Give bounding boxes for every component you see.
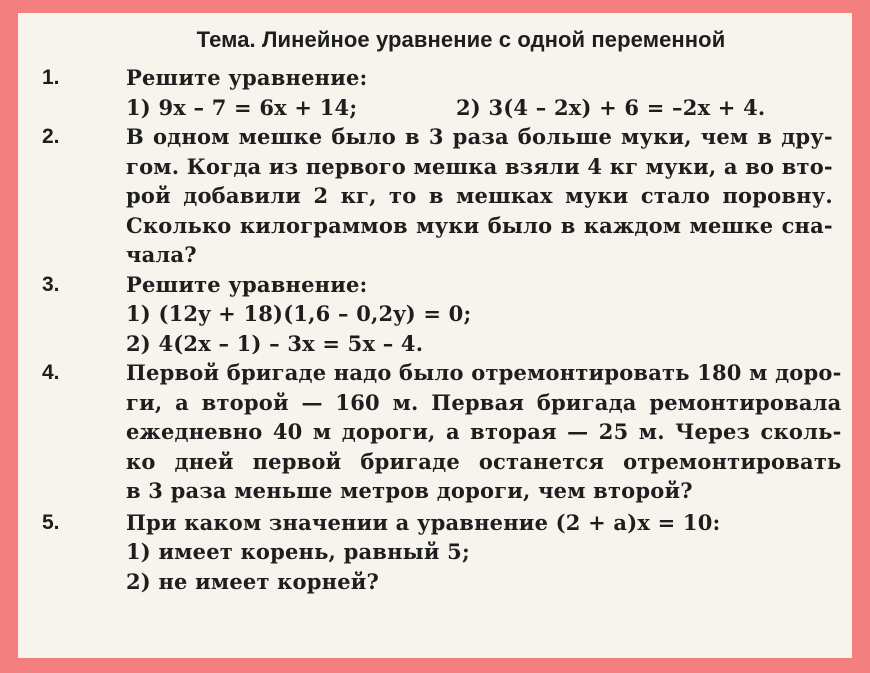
task-body: [126, 63, 832, 122]
task-3: [38, 270, 832, 359]
task-part-1: 1) (12y + 18)(1,6 – 0,2y) = 0;: [126, 301, 472, 326]
task-5: [38, 508, 832, 597]
task-parts: [126, 93, 832, 123]
task-part-2: 2) 4(2x – 1) – 3x = 5x – 4.: [126, 330, 424, 356]
task-text-line: в 3 раза меньше метров дороги, чем второй?: [126, 478, 693, 503]
task-part-1: 1) 9x – 7 = 6x + 14;: [126, 94, 358, 120]
task-text-line: чала?: [126, 242, 197, 267]
task-body: [126, 508, 832, 597]
task-text-line: ежедневно 40 м дороги, а вторая — 25 м. Через сколь-: [126, 419, 842, 444]
task-number: 5.: [42, 510, 60, 534]
task-number: 4.: [42, 361, 60, 384]
task-2: [38, 122, 832, 270]
task-text-line: ги, а второй — 160 м. Первая бригада ремонтировала: [126, 389, 842, 415]
task-part-2: 2) не имеет корней?: [126, 568, 380, 594]
worksheet-title: Тема. Линейное уравнение с одной переменной: [196, 27, 726, 52]
task-number: 2.: [42, 125, 60, 148]
task-part-1: 1) имеет корень, равный 5;: [126, 539, 470, 564]
task-text-line: рой добавили 2 кг, то в мешках муки стало поровну.: [126, 183, 833, 208]
worksheet: [18, 13, 852, 658]
task-text-line: Первой бригаде надо было отремонтировать 180 м доро-: [126, 360, 842, 385]
task-number: 1.: [42, 66, 60, 89]
task-text-line: В одном мешке было в 3 раза больше муки, чем в дру-: [126, 124, 833, 149]
task-body: [126, 270, 832, 359]
task-text-line: гом. Когда из первого мешка взяли 4 кг муки, а во вто-: [126, 153, 833, 179]
task-intro: Решите уравнение:: [126, 271, 368, 297]
task-intro: При каком значении a уравнение (2 + a)x = 10:: [126, 509, 721, 535]
task-4: [38, 358, 842, 506]
task-part-2: 2) 3(4 – 2x) + 6 = –2x + 4.: [456, 94, 766, 120]
task-intro: Решите уравнение:: [126, 65, 368, 90]
task-body: [126, 358, 842, 506]
task-text-line: ко дней первой бригаде останется отремонтировать: [126, 448, 842, 474]
task-number: 3.: [42, 272, 60, 296]
task-body: [126, 122, 833, 270]
task-text-line: Сколько килограммов муки было в каждом мешке сна-: [126, 212, 833, 238]
task-1: [38, 63, 832, 122]
